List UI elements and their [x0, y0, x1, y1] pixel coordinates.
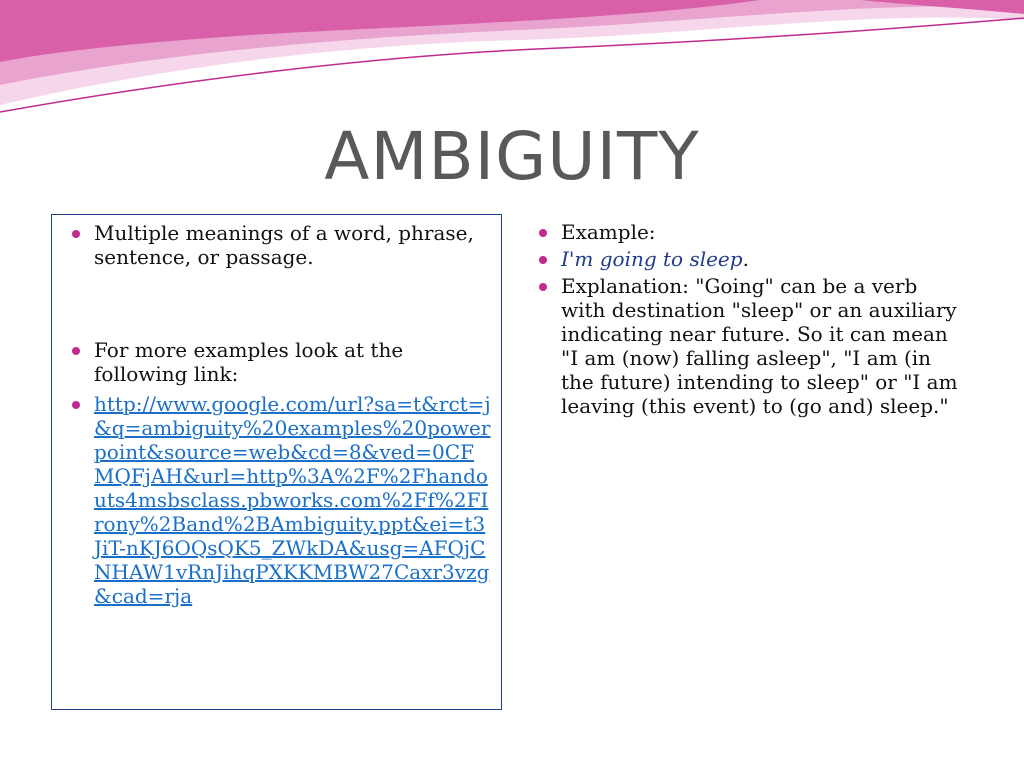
list-item	[531, 274, 961, 418]
right-bullet-list	[531, 220, 961, 418]
explanation-text: Explanation: "Going" can be a verb with destination "sleep" or an auxiliary indicating near future. So it can mean "I am (now) falling asleep", "I am (in the future) intending to sleep" or "I am leaving (this event) to (go and) sleep."	[561, 274, 958, 418]
bullet-icon	[539, 283, 547, 291]
list-item	[64, 221, 492, 269]
bullet-icon	[72, 230, 80, 238]
list-item[interactable]	[64, 392, 492, 608]
bullet-icon	[539, 229, 547, 237]
example-punctuation: .	[742, 247, 749, 271]
list-item	[64, 338, 492, 386]
more-examples-text: For more examples look at the following link:	[94, 338, 404, 386]
bullet-icon	[72, 347, 80, 355]
bullet-icon	[72, 401, 80, 409]
example-sentence: I'm going to sleep	[561, 247, 743, 271]
decorative-wave-banner	[0, 0, 1024, 130]
examples-link[interactable]: http://www.google.com/url?sa=t&rct=j&q=ambiguity%20examples%20powerpoint&source=web&cd=8&ved=0CFMQFjAH&url=http%3A%2F%2Fhandouts4msbsclass.pbworks.com%2Ff%2FIrony%2Band%2BAmbiguity.ppt&ei=t3JiT-nKJ6OQsQK5_ZWkDA&usg=AFQjCNHAW1vRnJihqPXKKMBW27Caxr3vzg&cad=rja	[94, 392, 491, 608]
left-content-box	[51, 214, 502, 710]
left-bullet-list	[64, 221, 492, 608]
list-item	[531, 220, 961, 244]
bullet-icon	[539, 256, 547, 264]
example-label: Example:	[561, 220, 656, 244]
definition-text: Multiple meanings of a word, phrase, sentence, or passage.	[94, 221, 474, 269]
list-item	[531, 247, 961, 271]
slide-title: AMBIGUITY	[324, 118, 700, 195]
